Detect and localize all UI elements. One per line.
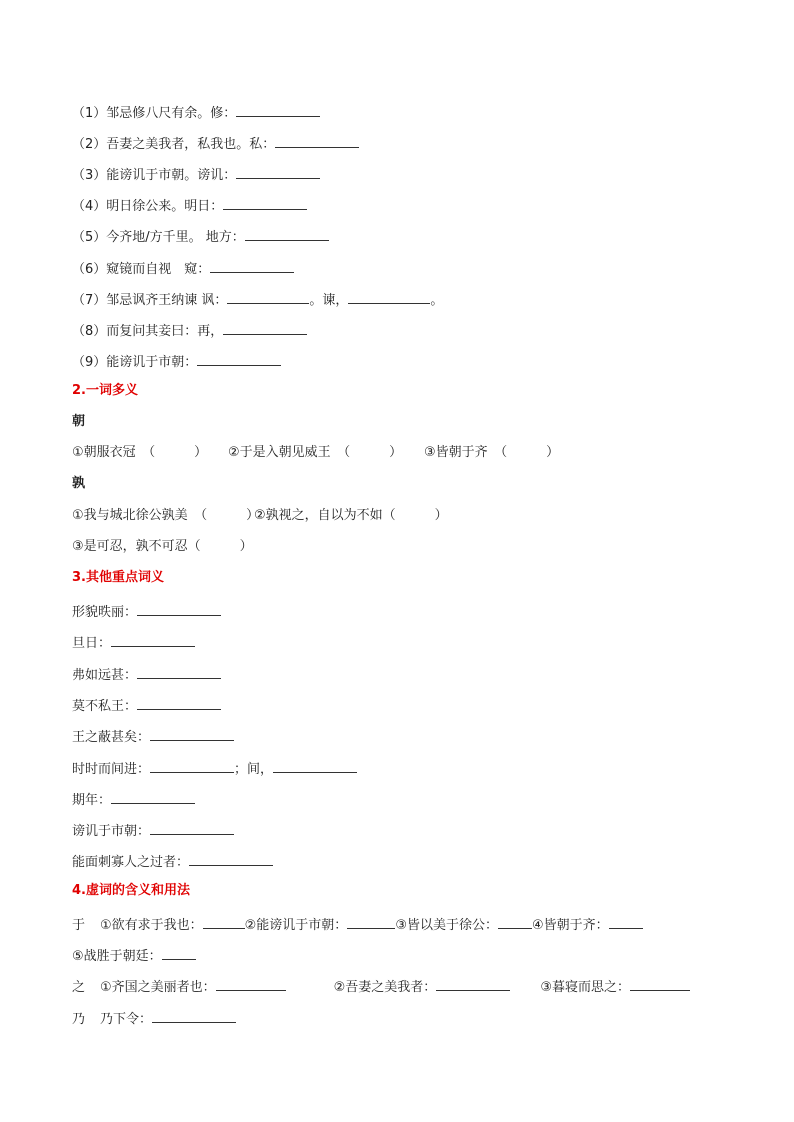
answer-blank[interactable] xyxy=(227,289,309,304)
shu-item-1: ①我与城北徐公孰美 （ ） xyxy=(72,508,260,523)
s1-item-2 xyxy=(72,133,359,154)
answer-blank[interactable] xyxy=(436,976,510,991)
chao-item-1: ①朝服衣冠 （ ） xyxy=(72,445,208,460)
s3-item-2-text: 旦日： xyxy=(72,636,112,651)
s1-item-9-text: （9）能谤讥于市朝： xyxy=(72,355,198,370)
answer-blank[interactable] xyxy=(236,164,320,179)
answer-blank[interactable] xyxy=(189,851,273,866)
yu-item-4: ④皆朝于齐： xyxy=(531,918,609,933)
s1-item-6-text: （6）窥镜而自视 窥： xyxy=(72,262,211,277)
s3-item-3 xyxy=(72,664,221,685)
chao-item-2: ②于是入朝见威王 （ ） xyxy=(228,445,403,460)
answer-blank[interactable] xyxy=(498,914,532,929)
nai-label: 乃 xyxy=(72,1012,86,1027)
s1-item-4 xyxy=(72,195,307,216)
s1-item-5 xyxy=(72,226,329,247)
answer-blank[interactable] xyxy=(152,1008,236,1023)
answer-blank[interactable] xyxy=(111,789,195,804)
s1-item-7 xyxy=(72,289,443,310)
nai-item: 乃下令： xyxy=(100,1012,153,1027)
s1-item-2-text: （2）吾妻之美我者，私我也。私： xyxy=(72,137,276,152)
s3-item-6-mid: ；间， xyxy=(234,762,274,777)
answer-blank[interactable] xyxy=(210,258,294,273)
s3-item-4-text: 莫不私王： xyxy=(72,699,138,714)
yu-items xyxy=(72,914,643,935)
shu-items xyxy=(72,507,448,525)
s1-item-3 xyxy=(72,164,320,185)
s1-item-6 xyxy=(72,258,294,279)
section-heading-3: 3.其他重点词义 xyxy=(72,570,164,585)
s1-item-1-text: （1）邹忌修八尺有余。修： xyxy=(72,106,237,121)
section-heading-2: 2.一词多义 xyxy=(72,383,138,398)
yu-item-3: ③皆以美于徐公： xyxy=(395,918,498,933)
chao-item-3: ③皆朝于齐 （ ） xyxy=(424,445,560,460)
nai-items xyxy=(72,1008,236,1029)
section-heading-4: 4.虚词的含义和用法 xyxy=(72,883,190,898)
answer-blank[interactable] xyxy=(630,976,690,991)
answer-blank[interactable] xyxy=(223,320,307,335)
zhi-item-3: ③暮寝而思之： xyxy=(540,980,630,995)
answer-blank[interactable] xyxy=(197,351,281,366)
answer-blank[interactable] xyxy=(203,914,245,929)
s3-item-3-text: 弗如远甚： xyxy=(72,668,138,683)
zhi-item-1: ①齐国之美丽者也： xyxy=(100,980,216,995)
yu-item-1: ①欲有求于我也： xyxy=(100,918,203,933)
yu-label: 于 xyxy=(72,918,86,933)
answer-blank[interactable] xyxy=(275,133,359,148)
answer-blank[interactable] xyxy=(162,945,196,960)
answer-blank[interactable] xyxy=(236,102,320,117)
answer-blank[interactable] xyxy=(347,914,395,929)
s3-item-8 xyxy=(72,820,234,841)
yu-item-5: ⑤战胜于朝廷： xyxy=(72,949,162,964)
word-label-chao: 朝 xyxy=(72,414,86,429)
s3-item-9-text: 能面刺寡人之过者： xyxy=(72,855,190,870)
shu-item-3: ③是可忍，孰不可忍（ ） xyxy=(72,539,253,554)
shu-item-2: ②孰视之，自以为不如（ ） xyxy=(254,508,448,523)
s3-item-5 xyxy=(72,726,234,747)
answer-blank[interactable] xyxy=(111,632,195,647)
yu-item-2: ②能谤讥于市朝： xyxy=(244,918,348,933)
zhi-label: 之 xyxy=(72,980,86,995)
s3-item-1 xyxy=(72,601,221,622)
s3-item-7 xyxy=(72,789,195,810)
yu-item-5-line xyxy=(72,945,196,966)
chao-items xyxy=(72,444,559,462)
s1-item-3-text: （3）能谤讥于市朝。谤讥： xyxy=(72,168,237,183)
s3-item-9 xyxy=(72,851,273,872)
s1-item-7-suffix: 。 xyxy=(430,293,444,308)
zhi-items xyxy=(72,976,690,997)
s1-item-8-text: （8）而复问其妾曰：再， xyxy=(72,324,224,339)
s1-item-4-text: （4）明日徐公来。明日： xyxy=(72,199,224,214)
word-label-shu: 孰 xyxy=(72,476,86,491)
answer-blank[interactable] xyxy=(273,758,357,773)
answer-blank[interactable] xyxy=(137,695,221,710)
answer-blank[interactable] xyxy=(150,758,234,773)
s1-item-5-text: （5）今齐地/方千里。 地方： xyxy=(72,230,245,245)
s3-item-5-text: 王之蔽甚矣： xyxy=(72,730,151,745)
s3-item-4 xyxy=(72,695,221,716)
answer-blank[interactable] xyxy=(245,226,329,241)
s1-item-9 xyxy=(72,351,281,372)
s3-item-2 xyxy=(72,632,195,653)
s3-item-6 xyxy=(72,758,357,779)
answer-blank[interactable] xyxy=(150,820,234,835)
s1-item-7-text: （7）邹忌讽齐王纳谏 讽： xyxy=(72,293,228,308)
answer-blank[interactable] xyxy=(609,914,643,929)
answer-blank[interactable] xyxy=(137,664,221,679)
answer-blank[interactable] xyxy=(137,601,221,616)
s3-item-6-text: 时时而间进： xyxy=(72,762,151,777)
s3-item-7-text: 期年： xyxy=(72,793,112,808)
answer-blank[interactable] xyxy=(348,289,430,304)
zhi-item-2: ②吾妻之美我者： xyxy=(333,980,437,995)
s3-item-8-text: 谤讥于市朝： xyxy=(72,824,151,839)
s1-item-8 xyxy=(72,320,307,341)
s1-item-1 xyxy=(72,102,320,123)
answer-blank[interactable] xyxy=(216,976,286,991)
answer-blank[interactable] xyxy=(150,726,234,741)
answer-blank[interactable] xyxy=(223,195,307,210)
s3-item-1-text: 形貌昳丽： xyxy=(72,605,138,620)
s1-item-7-mid: 。谏， xyxy=(309,293,349,308)
